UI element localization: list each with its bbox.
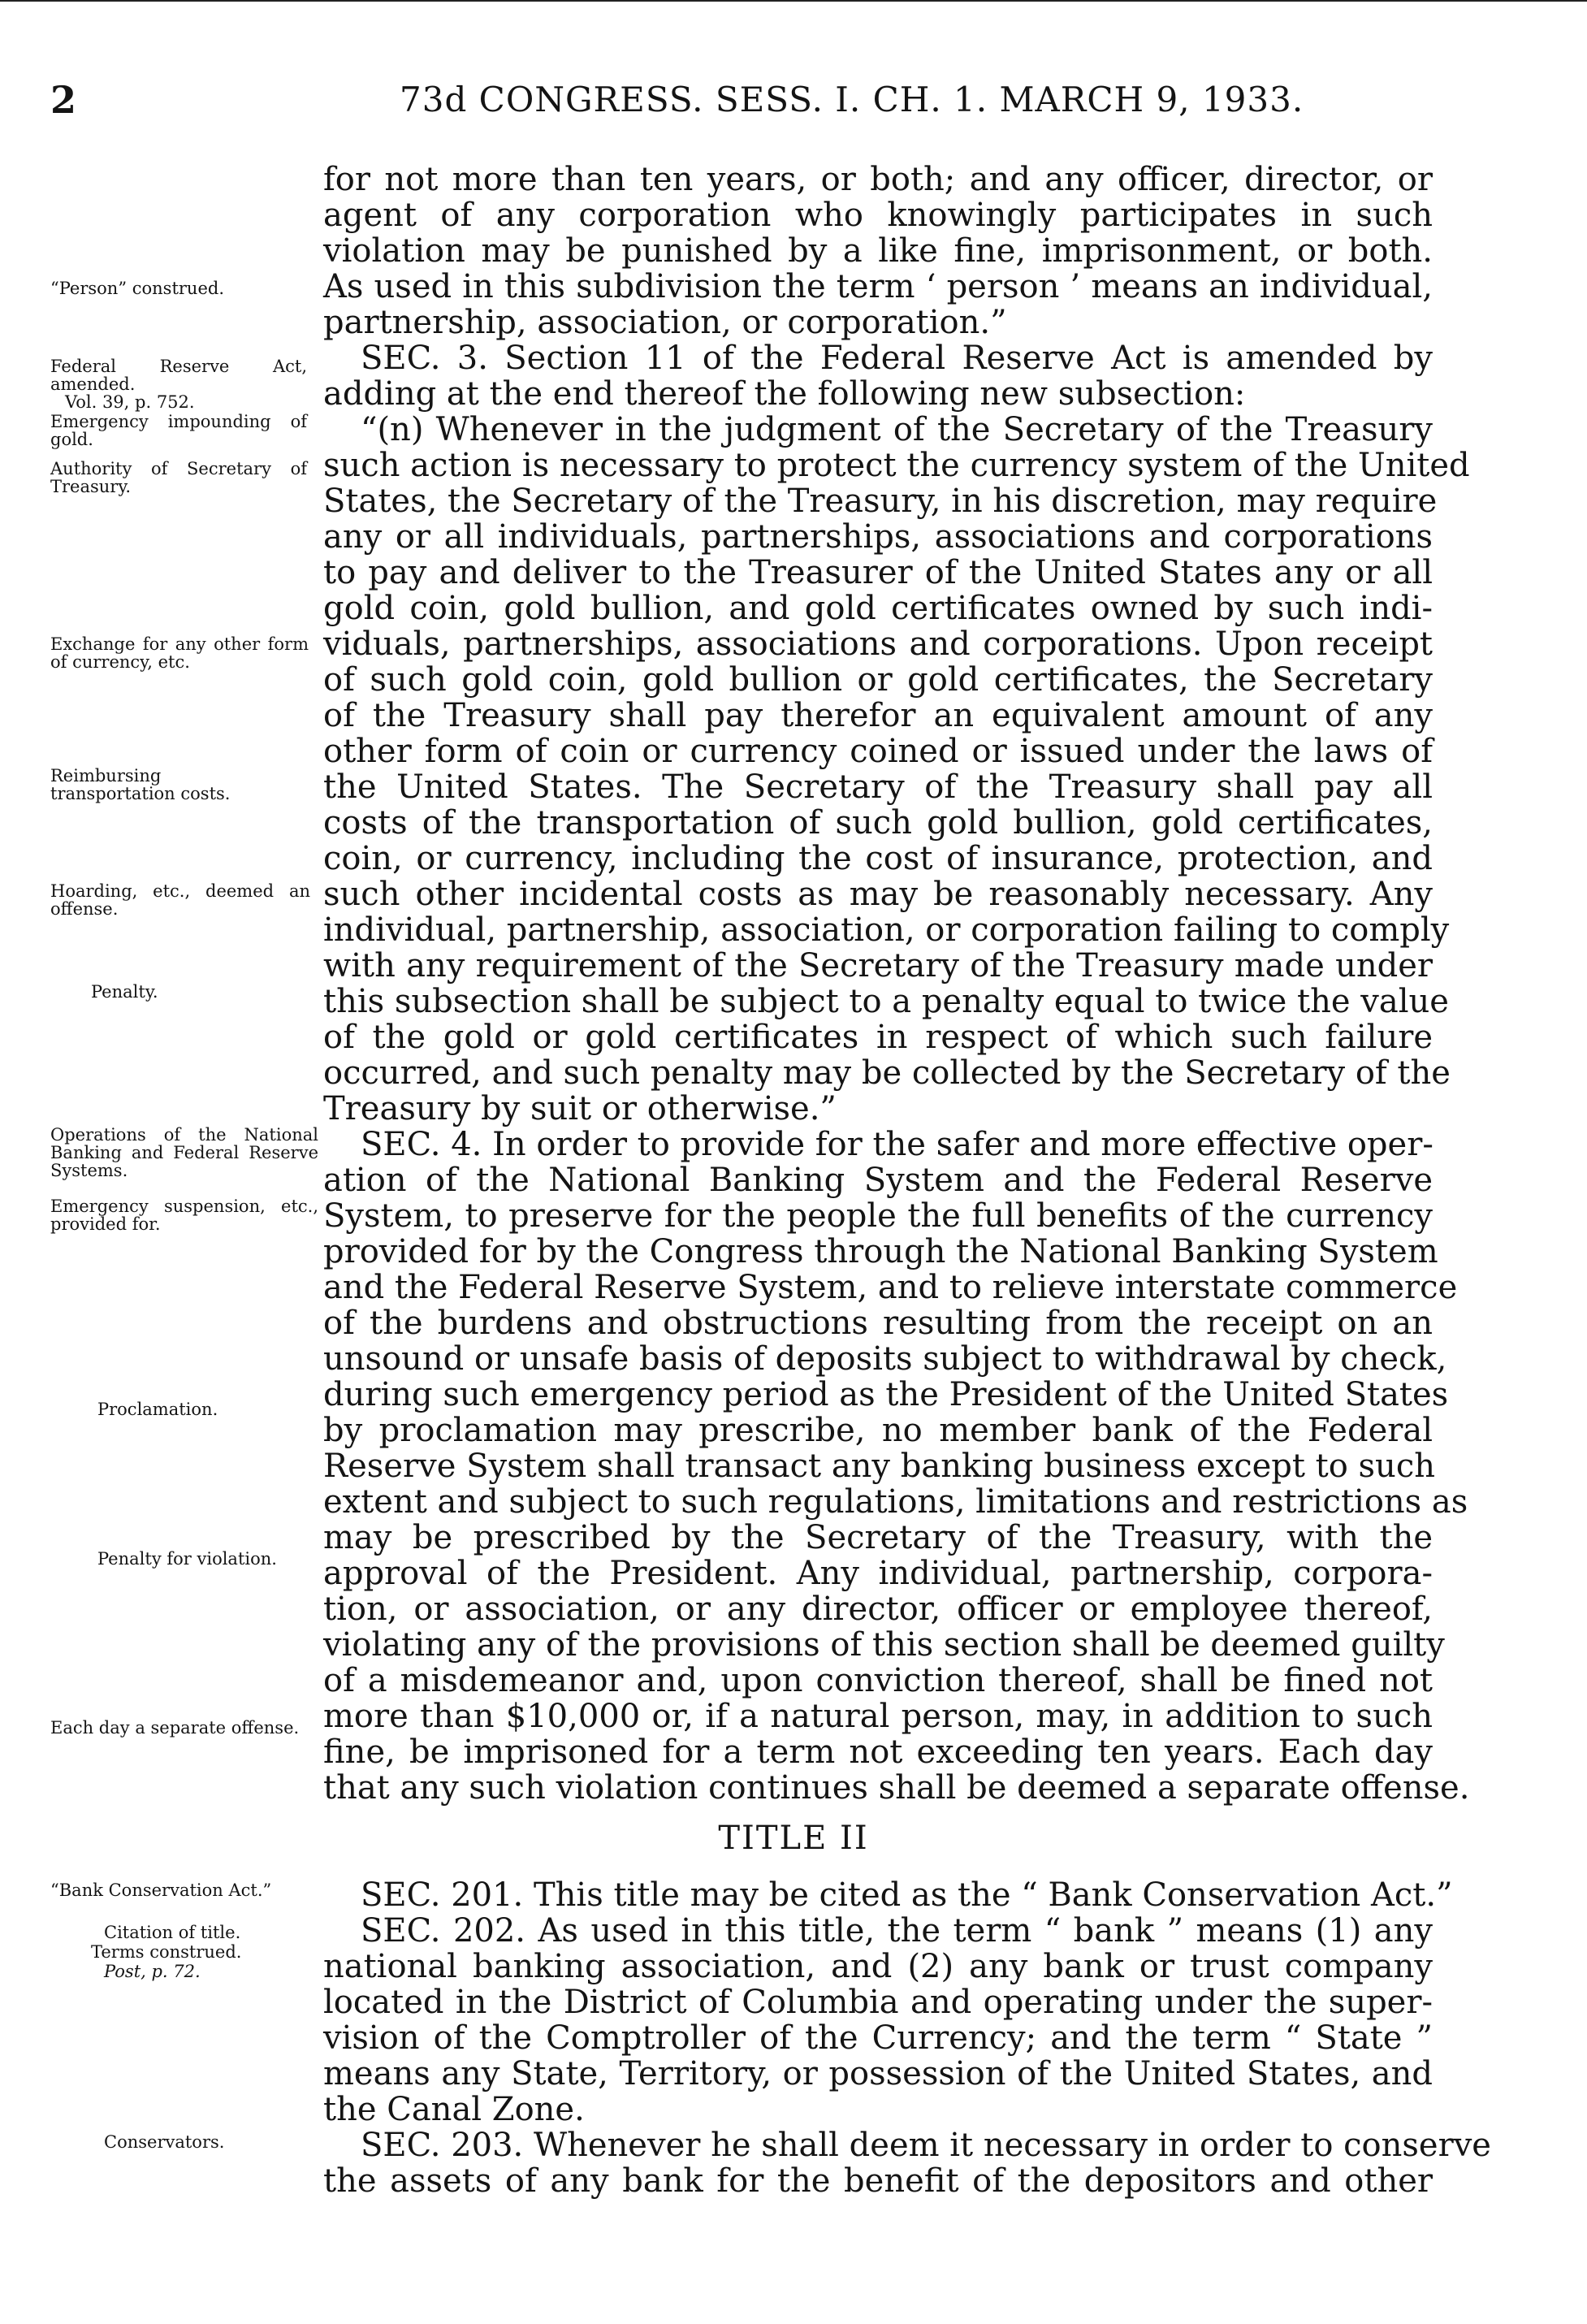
body-line: for not more than ten years, or both; and any officer, director, or: [323, 161, 1433, 198]
body-line: costs of the transportation of such gold bullion, gold certificates,: [323, 804, 1433, 842]
body-line: SEC. 201. This title may be cited as the “ Bank Conservation Act.”: [361, 1876, 1453, 1914]
body-line: with any requirement of the Secretary of the Treasury made under: [323, 947, 1433, 985]
body-line: tion, or association, or any director, officer or employee thereof,: [323, 1590, 1433, 1628]
body-line: the United States. The Secretary of the Treasury shall pay all: [323, 768, 1433, 806]
body-line: of the burdens and obstructions resulting from the receipt on an: [323, 1305, 1433, 1342]
body-line: during such emergency period as the President of the United States: [323, 1376, 1449, 1413]
margin-note-authority-secretary: Authority of Secretary of Treasury.: [50, 459, 307, 496]
body-line: agent of any corporation who knowingly participates in such: [323, 197, 1433, 234]
margin-note-conservators: Conservators.: [104, 2132, 225, 2152]
body-line: Treasury by suit or otherwise.”: [323, 1090, 837, 1127]
body-line: Reserve System shall transact any banking business except to such: [323, 1448, 1435, 1485]
body-line: other form of coin or currency coined or issued under the laws of: [323, 733, 1433, 770]
body-line: ation of the National Banking System and the Federal Reserve: [323, 1162, 1433, 1199]
body-line: the assets of any bank for the benefit of the depositors and other: [323, 2162, 1433, 2200]
margin-note-banking-operations: Operations of the National Banking and Federal Reserve Systems.: [50, 1125, 318, 1180]
margin-note-emergency-suspension: Emergency suspension, etc., provided for.: [50, 1197, 318, 1234]
margin-note-vol-39: Vol. 39, p. 752.: [65, 392, 195, 412]
body-line: unsound or unsafe basis of deposits subject to withdrawal by check,: [323, 1340, 1447, 1378]
page-top-edge: [0, 0, 1587, 2]
running-head: 73d CONGRESS. SESS. I. CH. 1. MARCH 9, 1933.: [400, 80, 1304, 119]
body-line: more than $10,000 or, if a natural person, may, in addition to such: [323, 1698, 1433, 1735]
body-line: any or all individuals, partnerships, associations and corporations: [323, 518, 1433, 556]
body-line: fine, be imprisoned for a term not exceeding ten years. Each day: [323, 1733, 1433, 1771]
body-line: extent and subject to such regulations, limitations and restrictions as: [323, 1483, 1468, 1521]
body-line: As used in this subdivision the term ‘ person ’ means an individual,: [323, 268, 1433, 305]
body-line: approval of the President. Any individual, partnership, corpora-: [323, 1555, 1433, 1592]
body-line: SEC. 3. Section 11 of the Federal Reserve Act is amended by: [361, 340, 1433, 377]
margin-note-penalty-violation: Penalty for violation.: [97, 1549, 277, 1569]
body-line: by proclamation may prescribe, no member bank of the Federal: [323, 1412, 1433, 1449]
body-line: and the Federal Reserve System, and to relieve interstate commerce: [323, 1269, 1458, 1306]
body-line: may be prescribed by the Secretary of the Treasury, with the: [323, 1519, 1433, 1556]
margin-note-federal-reserve-act: Federal Reserve Act, amended.: [50, 357, 307, 394]
body-line: to pay and deliver to the Treasurer of the United States any or all: [323, 554, 1433, 591]
margin-note-reimbursing-transportation: Reimbursing transportation costs.: [50, 766, 231, 803]
body-line: occurred, and such penalty may be collected by the Secretary of the: [323, 1054, 1451, 1092]
body-line: of a misdemeanor and, upon conviction thereof, shall be fined not: [323, 1662, 1433, 1699]
margin-note-hoarding-offense: Hoarding, etc., deemed an offense.: [50, 881, 310, 919]
body-line: provided for by the Congress through the National Banking System: [323, 1233, 1438, 1270]
body-line: such other incidental costs as may be reasonably necessary. Any: [323, 876, 1433, 913]
margin-note-terms-construed: Terms construed.: [91, 1942, 242, 1962]
body-line: States, the Secretary of the Treasury, in his discretion, may require: [323, 483, 1438, 520]
title-heading: TITLE II: [718, 1820, 869, 1857]
margin-note-person-construed: “Person” construed.: [50, 279, 224, 298]
body-line: viduals, partnerships, associations and corporations. Upon receipt: [323, 625, 1433, 663]
margin-note-each-day-offense: Each day a separate offense.: [50, 1718, 300, 1738]
body-line: partnership, association, or corporation.”: [323, 304, 1007, 341]
margin-note-exchange-currency: Exchange for any other form of currency, etc.: [50, 634, 309, 672]
body-line: violating any of the provisions of this section shall be deemed guilty: [323, 1626, 1445, 1664]
margin-note-proclamation: Proclamation.: [97, 1400, 218, 1419]
body-line: gold coin, gold bullion, and gold certificates owned by such indi-: [323, 590, 1433, 627]
body-line: SEC. 203. Whenever he shall deem it necessary in order to conserve: [361, 2127, 1491, 2164]
body-line: of such gold coin, gold bullion or gold certificates, the Secretary: [323, 661, 1433, 699]
body-line: this subsection shall be subject to a penalty equal to twice the value: [323, 983, 1449, 1020]
margin-note-citation-title: Citation of title.: [104, 1923, 241, 1942]
body-line: vision of the Comptroller of the Currency; and the term “ State ”: [323, 2019, 1433, 2057]
body-line: means any State, Territory, or possession of the United States, and: [323, 2055, 1433, 2092]
body-line: SEC. 202. As used in this title, the term “ bank ” means (1) any: [361, 1912, 1433, 1950]
body-line: located in the District of Columbia and operating under the super-: [323, 1984, 1433, 2021]
body-line: individual, partnership, association, or corporation failing to comply: [323, 911, 1450, 949]
body-line: System, to preserve for the people the full benefits of the currency: [323, 1197, 1433, 1235]
margin-note-bank-conservation-act: “Bank Conservation Act.”: [50, 1880, 272, 1900]
body-line: “(n) Whenever in the judgment of the Secretary of the Treasury: [361, 411, 1433, 448]
body-line: violation may be punished by a like fine, imprisonment, or both.: [323, 232, 1433, 270]
margin-note-penalty: Penalty.: [91, 982, 158, 1002]
body-line: the Canal Zone.: [323, 2091, 585, 2128]
page-number: 2: [50, 78, 77, 122]
body-line: national banking association, and (2) any bank or trust company: [323, 1948, 1433, 1985]
body-line: SEC. 4. In order to provide for the safer and more effective oper-: [361, 1126, 1433, 1163]
body-line: that any such violation continues shall be deemed a separate offense.: [323, 1769, 1470, 1807]
margin-note-post-p72: Post, p. 72.: [104, 1962, 201, 1981]
margin-note-emergency-impounding: Emergency impounding of gold.: [50, 412, 307, 449]
body-line: adding at the end thereof the following new subsection:: [323, 375, 1246, 413]
body-line: of the Treasury shall pay therefor an equivalent amount of any: [323, 697, 1433, 734]
body-line: coin, or currency, including the cost of insurance, protection, and: [323, 840, 1433, 877]
body-line: such action is necessary to protect the currency system of the United: [323, 447, 1470, 484]
body-line: of the gold or gold certificates in respect of which such failure: [323, 1019, 1433, 1056]
